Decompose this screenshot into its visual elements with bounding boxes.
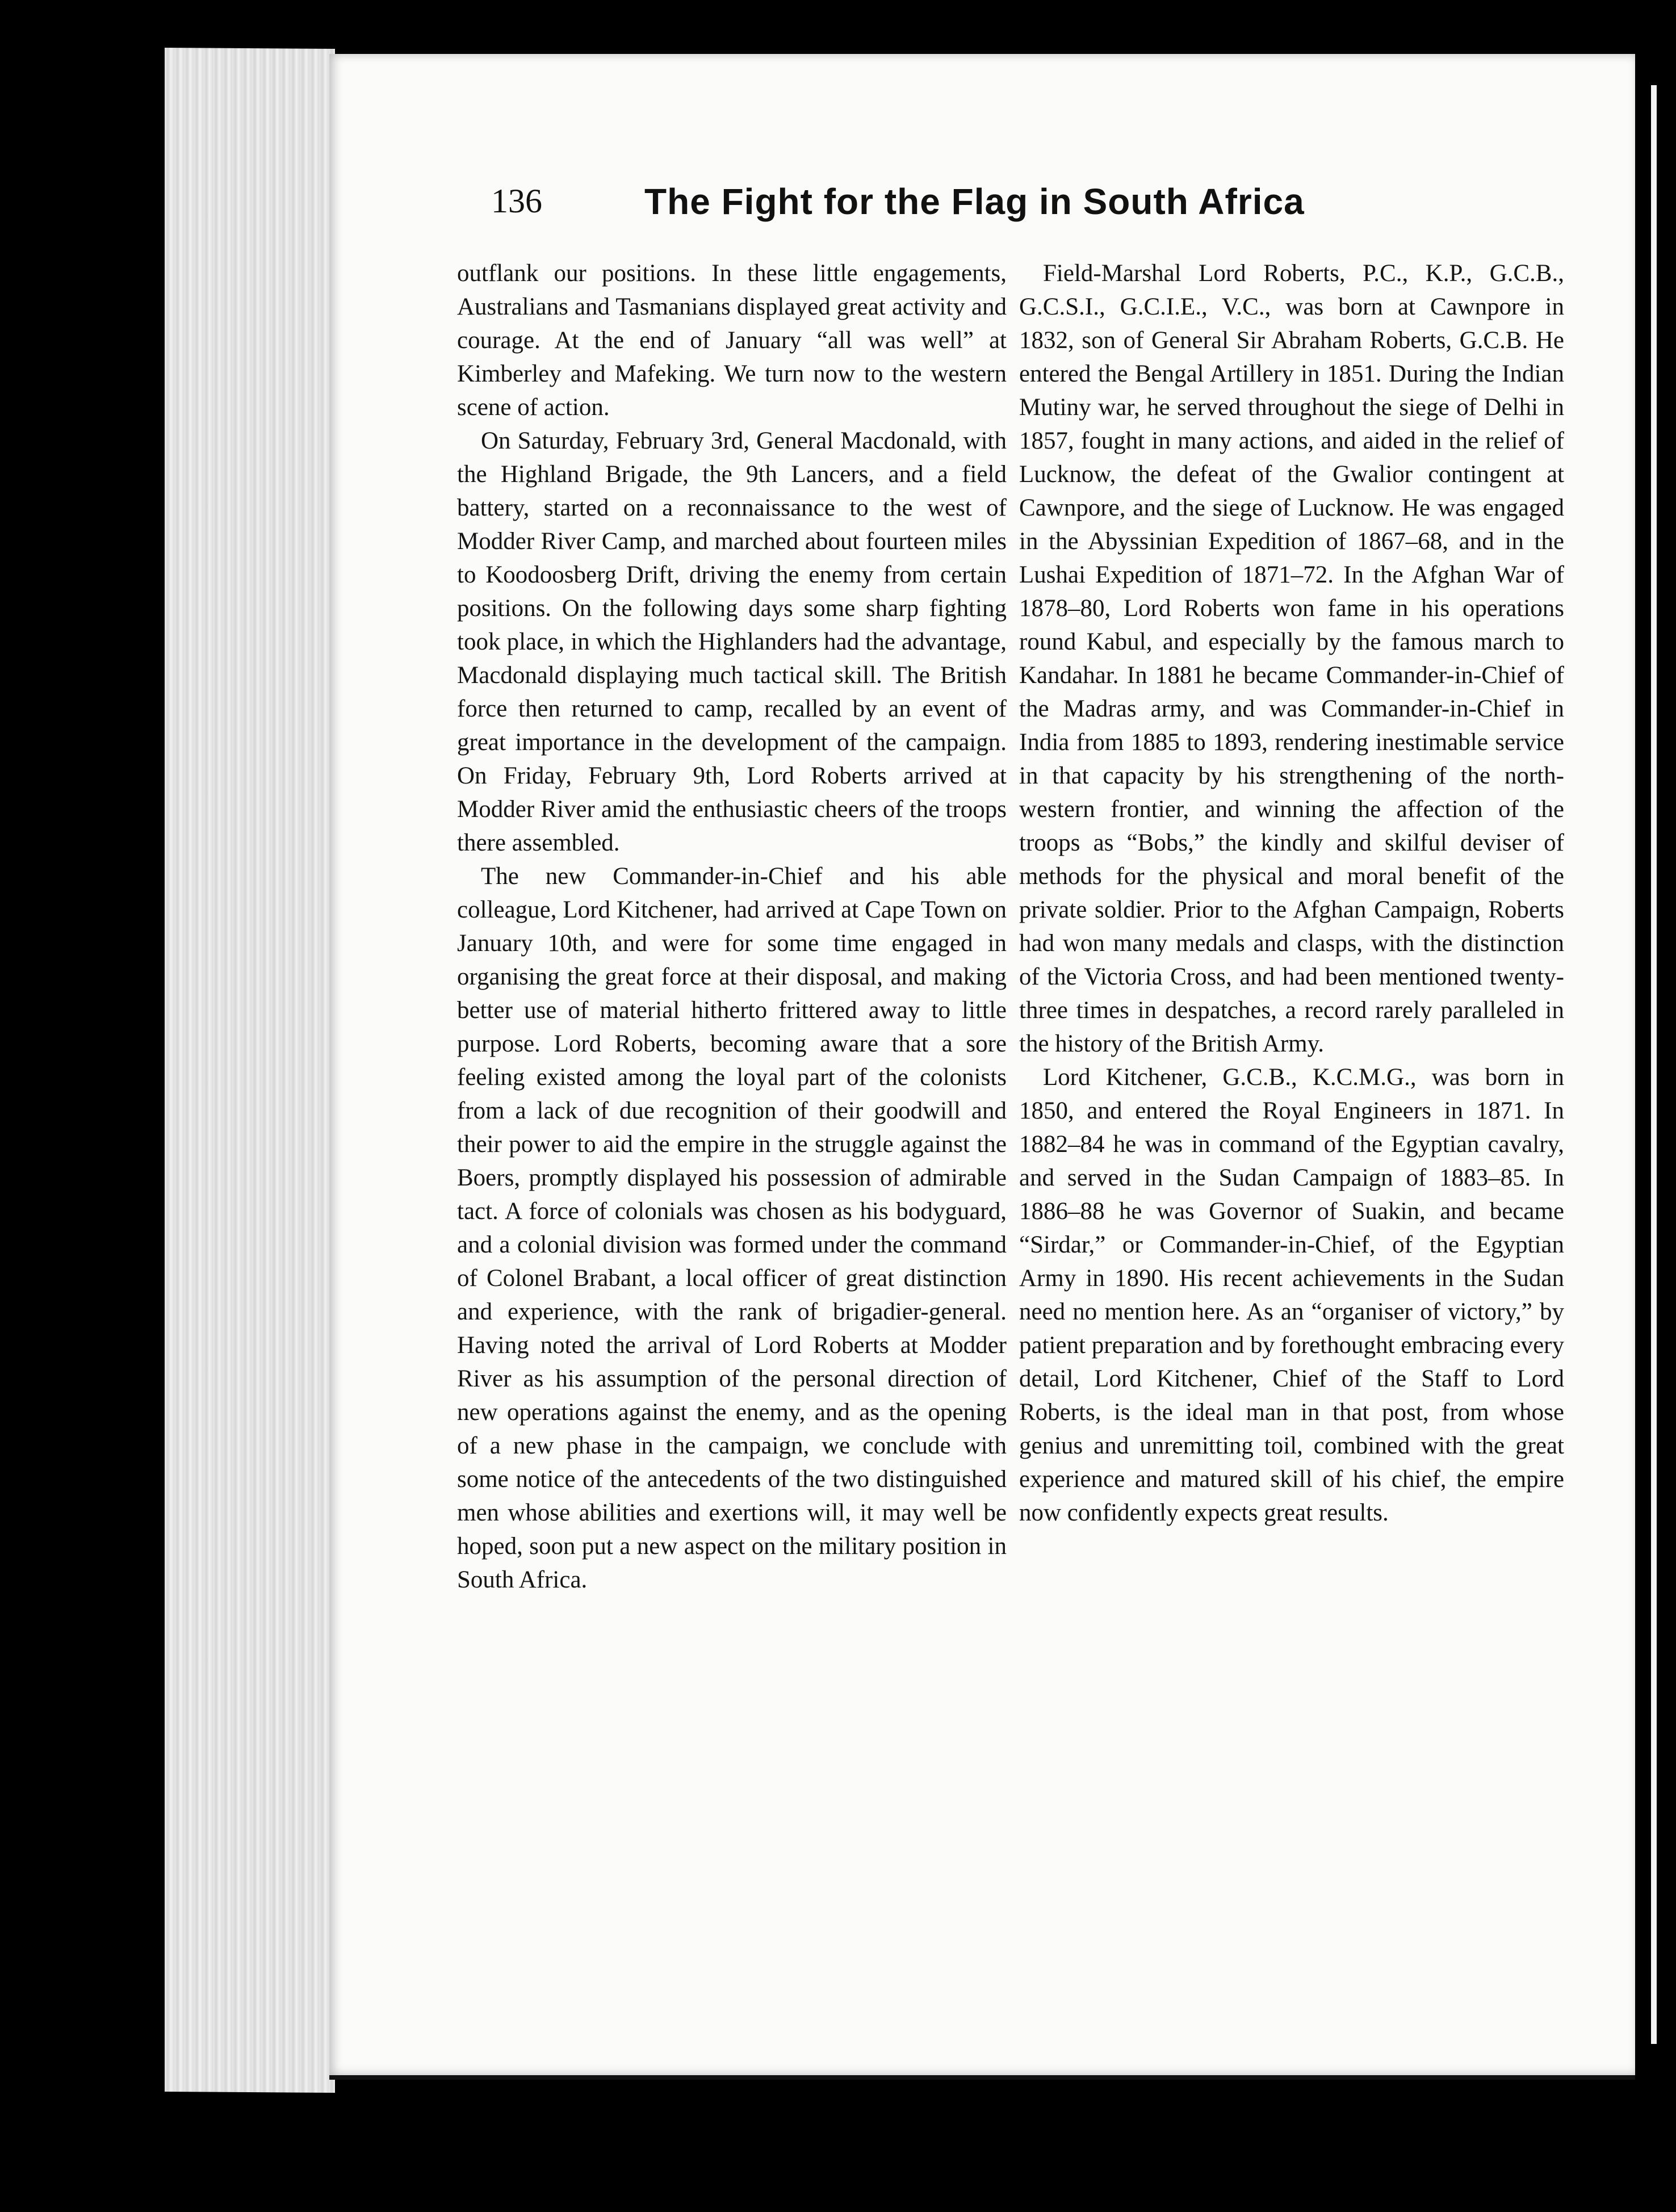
paragraph: The new Commander-in-Chief and his able colleague, Lord Kitchener, had arrived at Cape Town on January 10th, and were for some time engaged in organising the great force at their disposal, and making better use of material hitherto frittered away to little purpose. Lord Roberts, becoming aware that a sore feeling existed among the loyal part of the colonists from a lack of due recognition of their goodwill and their power to aid the empire in the struggle against the Boers, promptly displayed his possession of admirable tact. A force of colonials was chosen as his bodyguard, and a colonial division was formed under the command of Colonel Brabant, a local officer of great distinction and experience, with the rank of brigadier-general. Having noted the arrival of Lord Roberts at Modder River as his assumption of the personal direction of new operations against the enemy, and as the opening of a new phase in the campaign, we conclude with some notice of the antecedents of the two distinguished men whose abilities and exertions will, it may well be hoped, soon put a new aspect on the military position in South Africa.: [457, 863, 1007, 1593]
left-column: [457, 257, 1007, 1597]
paragraph: Lord Kitchener, G.C.B., K.C.M.G., was born in 1850, and entered the Royal Engineers in 1871. In 1882–84 he was in command of the Egyptian cavalry, and served in the Sudan Campaign of 1883–85. In 1886–88 he was Governor of Suakin, and became “Sirdar,” or Commander-in-Chief, of the Egyptian Army in 1890. His recent achievements in the Sudan need no mention here. As an “organiser of victory,” by patient preparation and by forethought embracing every detail, Lord Kitchener, Chief of the Staff to Lord Roberts, is the ideal man in that post, from whose genius and unremitting toil, combined with the great experience and matured skill of his chief, the empire now confidently expects great results.: [1019, 1064, 1564, 1526]
paragraph: outflank our positions. In these little engagements, Australians and Tasmanians displayed great activity and courage. At the end of January “all was well” at Kimberley and Mafeking. We turn now to the western scene of action.: [457, 260, 1007, 421]
right-column: [1019, 257, 1564, 1530]
page-edges: [165, 48, 335, 2093]
bottom-edge-rule: [329, 2075, 1635, 2080]
page-number: 136: [491, 182, 542, 220]
paragraph: Field-Marshal Lord Roberts, P.C., K.P., G.C.B., G.C.S.I., G.C.I.E., V.C., was born at Cawnpore in 1832, son of General Sir Abraham Roberts, G.C.B. He entered the Bengal Artillery in 1851. During the Indian Mutiny war, he served throughout the siege of Delhi in 1857, fought in many actions, and aided in the relief of Lucknow, the defeat of the Gwalior contingent at Cawnpore, and the siege of Lucknow. He was engaged in the Abyssinian Expedition of 1867–68, and in the Lushai Expedition of 1871–72. In the Afghan War of 1878–80, Lord Roberts won fame in his operations round Kabul, and especially by the famous march to Kandahar. In 1881 he became Commander-in-Chief of the Madras army, and was Commander-in-Chief in India from 1885 to 1893, rendering inestimable service in that capacity by his strengthening of the north-western frontier, and winning the affection of the troops as “Bobs,” the kindly and skilful deviser of methods for the physical and moral benefit of the private soldier. Prior to the Afghan Campaign, Roberts had won many medals and clasps, with the distinction of the Victoria Cross, and had been mentioned twenty-three times in despatches, a record rarely paralleled in the history of the British Army.: [1019, 260, 1564, 1057]
running-title: The Fight for the Flag in South Africa: [644, 181, 1305, 222]
right-edge-bar: [1651, 85, 1657, 2044]
paragraph: On Saturday, February 3rd, General Macdonald, with the Highland Brigade, the 9th Lancers, and a field battery, started on a reconnaissance to the west of Modder River Camp, and marched about fourteen miles to Koodoosberg Drift, driving the enemy from certain positions. On the following days some sharp fighting took place, in which the Highlanders had the advantage, Macdonald displaying much tactical skill. The British force then returned to camp, recalled by an event of great importance in the development of the campaign. On Friday, February 9th, Lord Roberts arrived at Modder River amid the enthusiastic cheers of the troops there assembled.: [457, 428, 1007, 856]
